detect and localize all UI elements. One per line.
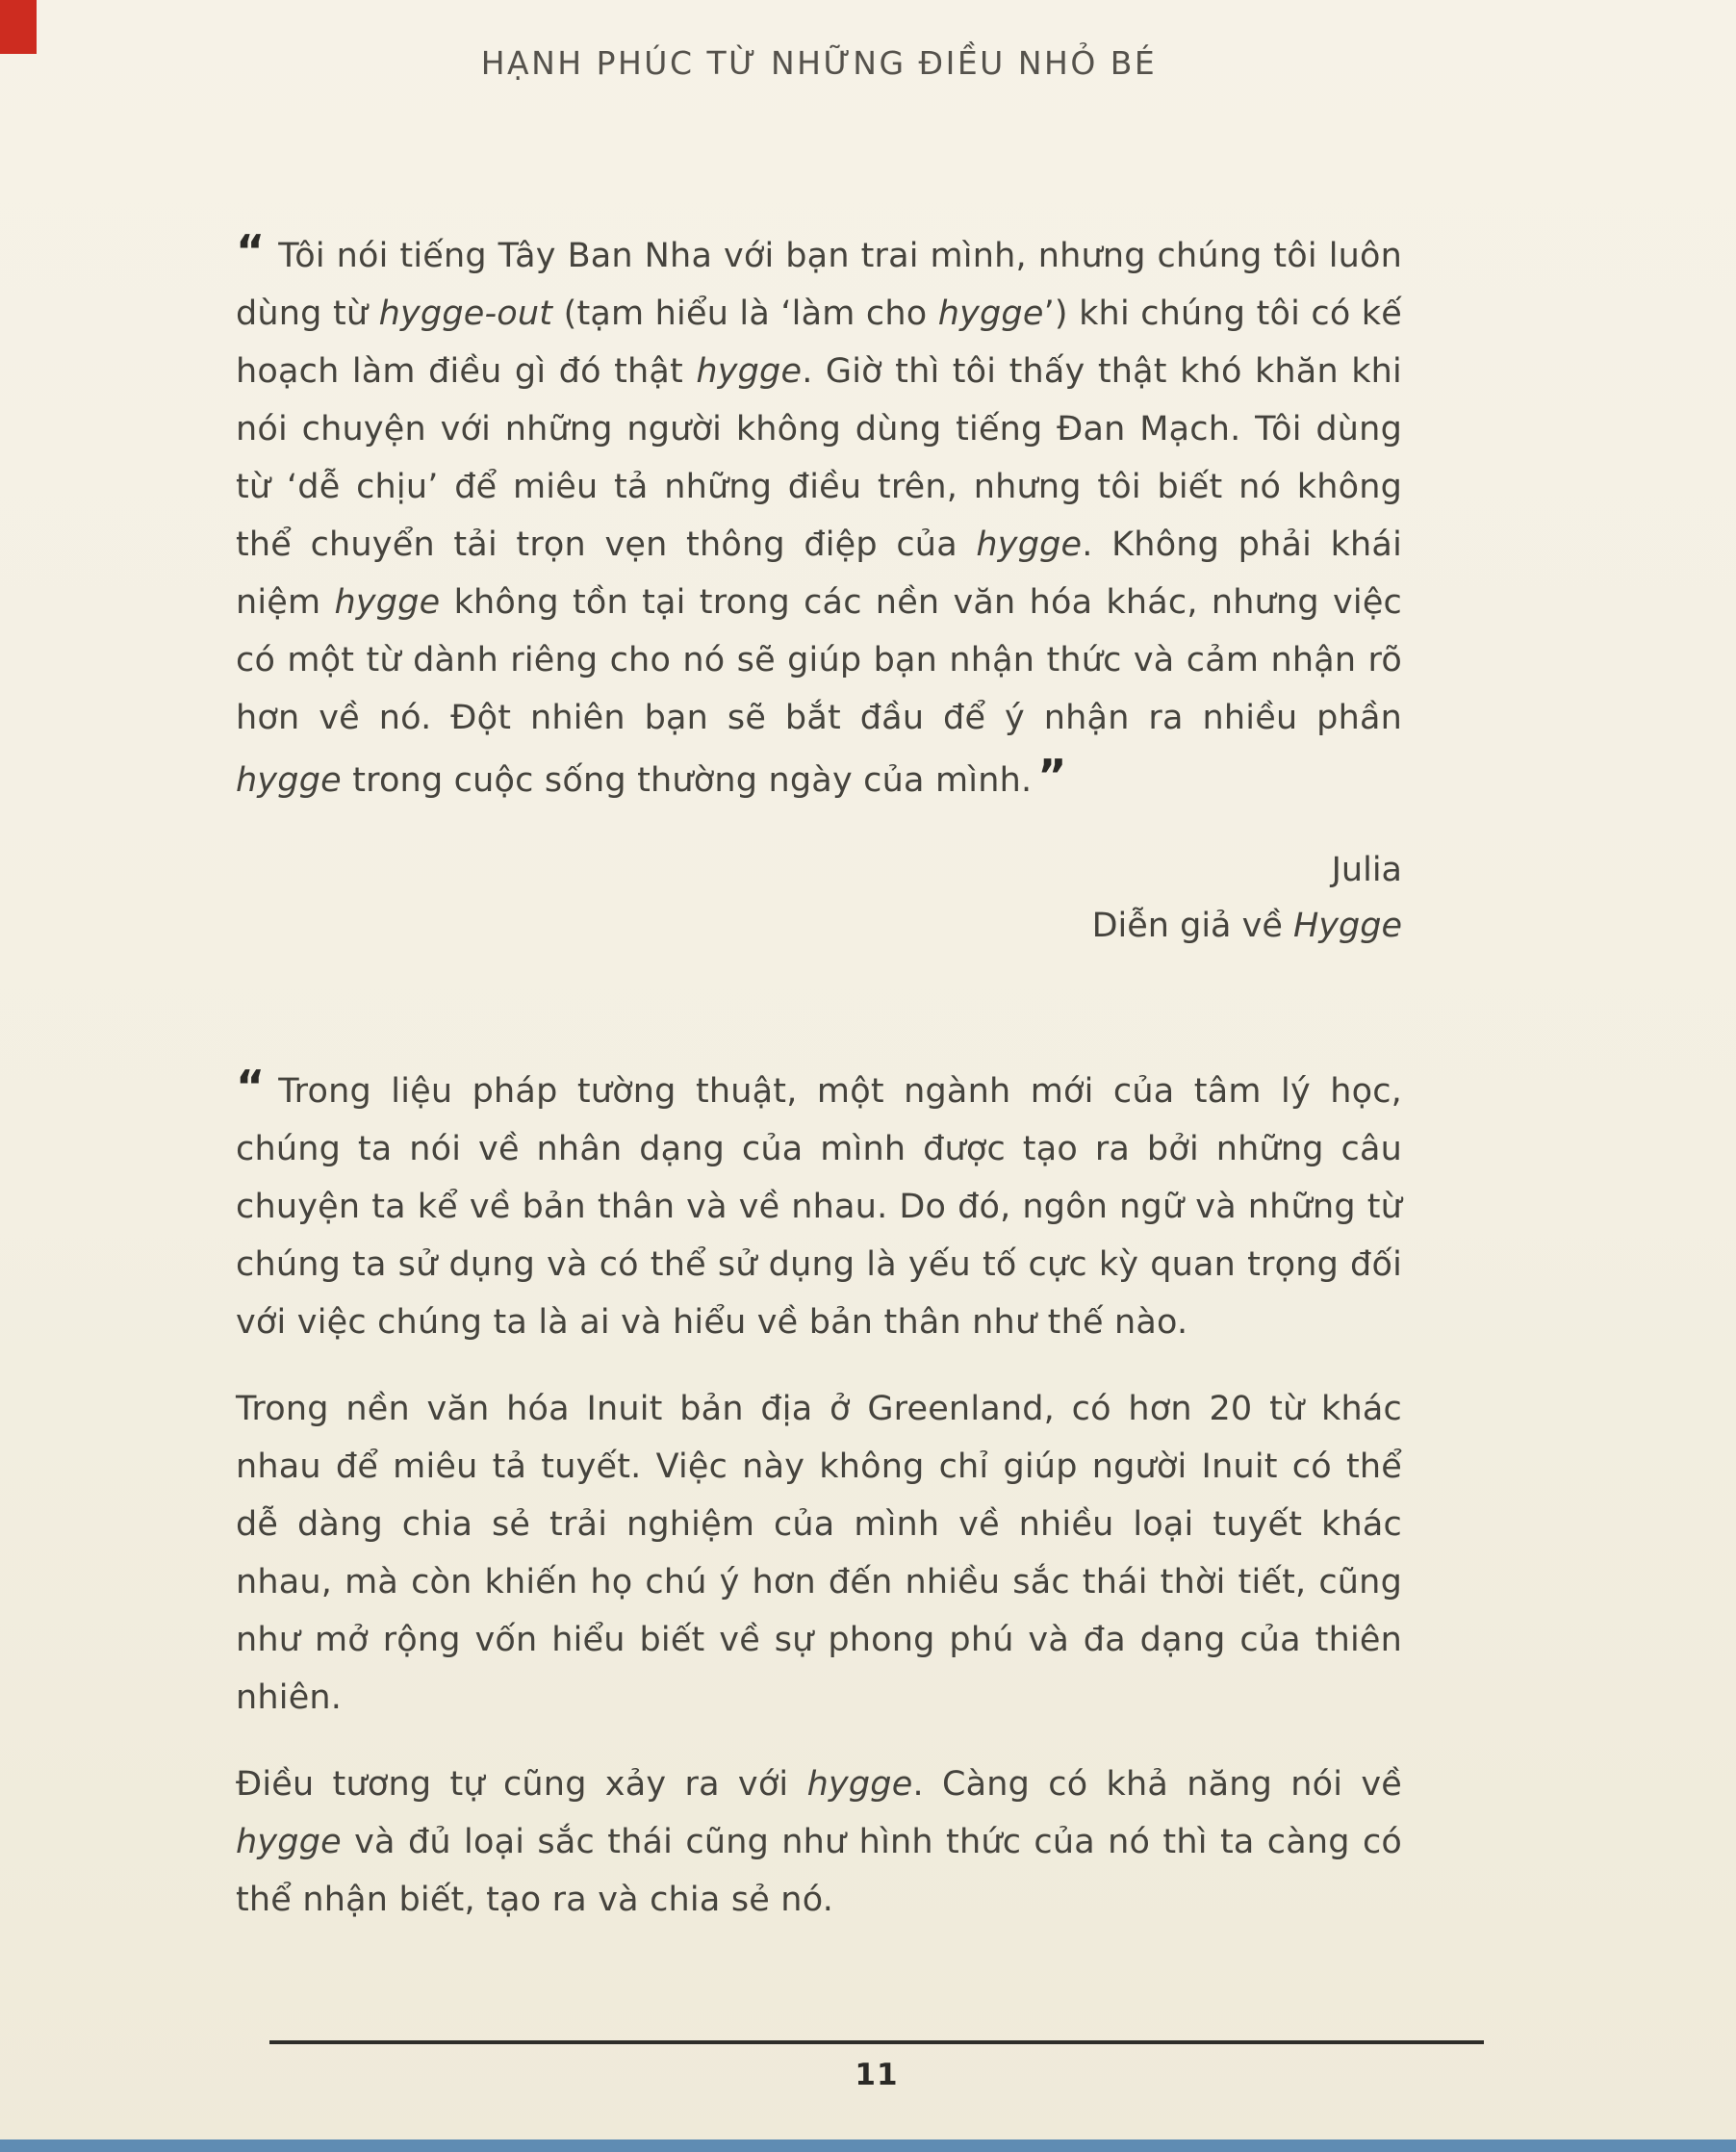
- quote-block-1: [236, 222, 1402, 954]
- attribution-role: Diễn giả về Hygge: [1091, 907, 1402, 945]
- scan-bottom-edge: [0, 2139, 1736, 2152]
- quote-2-text-3: Điều tương tự cũng xảy ra với hygge. Càng có khả năng nói về hygge và đủ loại sắc thái cũng như hình thức của nó thì ta càng có thể nhận biết, tạo ra và chia sẻ nó.: [236, 1765, 1402, 1919]
- quote-2-text-1: Trong liệu pháp tường thuật, một ngành mới của tâm lý học, chúng ta nói về nhân dạng của mình được tạo ra bởi những câu chuyện ta kể về bản thân và về nhau. Do đó, ngôn ngữ và những từ chúng ta sử dụng và có thể sử dụng là yếu tố cực kỳ quan trọng đối với việc chúng ta là ai và hiểu về bản thân như thế nào.: [236, 1072, 1402, 1342]
- quote-1-paragraph: [236, 222, 1402, 809]
- quote-2-paragraph-1: [236, 1058, 1402, 1351]
- page-content: [236, 0, 1402, 1929]
- opening-quote-mark: “: [236, 1061, 264, 1113]
- footer-divider: [269, 2040, 1484, 2044]
- page-header-title: HẠNH PHÚC TỪ NHỮNG ĐIỀU NHỎ BÉ: [480, 44, 1158, 82]
- opening-quote-mark: “: [236, 225, 264, 277]
- attribution-name: Julia: [1331, 851, 1402, 889]
- quote-1-text: Tôi nói tiếng Tây Ban Nha với bạn trai mình, nhưng chúng tôi luôn dùng từ hygge-out (tạm hiểu là ‘làm cho hygge’) khi chúng tôi có kế hoạch làm điều gì đó thật hygge. Giờ thì tôi thấy thật khó khăn khi nói chuyện với những người không dùng tiếng Đan Mạch. Tôi dùng từ ‘dễ chịu’ để miêu tả những điều trên, nhưng tôi biết nó không thể chuyển tải trọn vẹn thông điệp của hygge. Không phải khái niệm hygge không tồn tại trong các nền văn hóa khác, nhưng việc có một từ dành riêng cho nó sẽ giúp bạn nhận thức và cảm nhận rõ hơn về nó. Đột nhiên bạn sẽ bắt đầu để ý nhận ra nhiều phần hygge trong cuộc sống thường ngày của mình.: [236, 237, 1402, 800]
- quote-block-2: [236, 1058, 1402, 1929]
- quote-2-paragraph-2: [236, 1380, 1402, 1727]
- page-number: 11: [855, 2058, 899, 2092]
- quote-2-text-2: Trong nền văn hóa Inuit bản địa ở Greenland, có hơn 20 từ khác nhau để miêu tả tuyết. Việc này không chỉ giúp người Inuit có thể dễ dàng chia sẻ trải nghiệm của mình về nhiều loại tuyết khác nhau, mà còn khiến họ chú ý hơn đến nhiều sắc thái thời tiết, cũng như mở rộng vốn hiểu biết về sự phong phú và đa dạng của thiên nhiên.: [236, 1390, 1402, 1717]
- scan-corner-red-mark: [0, 0, 37, 54]
- closing-quote-mark: ”: [1037, 750, 1065, 802]
- quote-1-attribution: [236, 842, 1402, 954]
- quote-2-paragraph-3: [236, 1755, 1402, 1929]
